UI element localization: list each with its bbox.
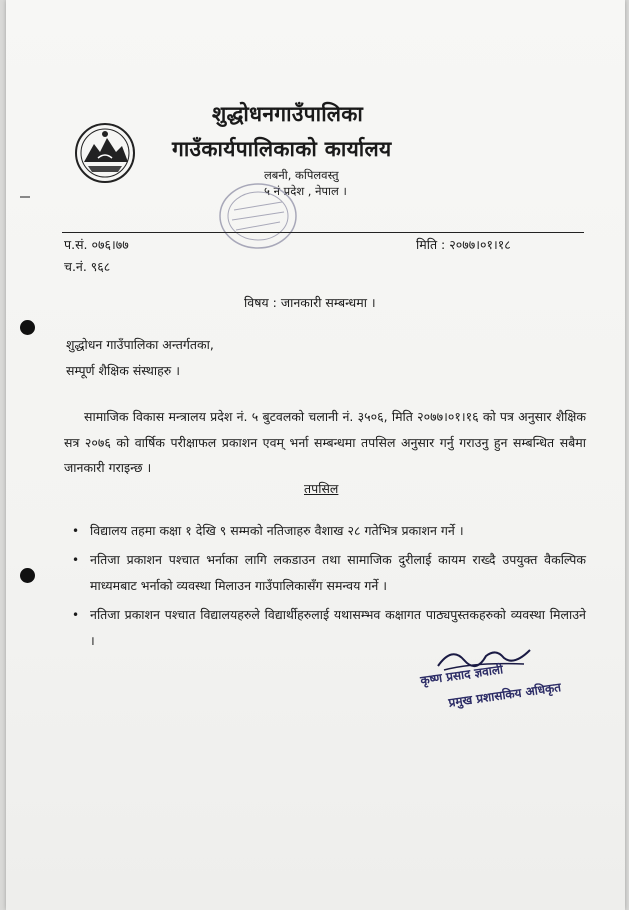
letter-page — [6, 0, 625, 910]
list-item-text: नतिजा प्रकाशन पश्चात विद्यालयहरुले विद्यार्थीहरुलाई यथासम्भव कक्षागत पाठ्यपुस्तकहरुको व्यवस्था मिलाउने । — [90, 607, 586, 648]
office-stamp-icon — [216, 180, 300, 252]
letter-date: मिति : २०७७।०१।१८ — [416, 237, 511, 252]
header-divider — [62, 232, 584, 233]
body-paragraph: सामाजिक विकास मन्त्रालय प्रदेश नं. ५ बुटवलको चलानी नं. ३५०६, मिति २०७७।०१।१६ को पत्र अनुसार शैक्षिक सत्र २०७६ को वार्षिक परीक्षाफल प्रकाशन एवम् भर्ना सम्बन्धमा तपसिल अनुसार गर्नु गराउनु हुन सम्बन्धित सबैमा जानकारी गराइन्छ । — [64, 409, 586, 475]
address-line-1: लबनी, कपिलवस्तु — [264, 168, 339, 182]
list-item-text: नतिजा प्रकाशन पश्चात भर्नाका लागि लकडाउन तथा सामाजिक दुरीलाई कायम राख्दै उपयुक्त वैकल्पिक माध्यमबाट भर्नाको व्यवस्था मिलाउन गाउँपालिकासँग समन्वय गर्ने । — [90, 552, 586, 593]
addressee-line-1: शुद्धोधन गाउँपालिका अन्तर्गतका, — [66, 337, 214, 352]
signatory-name: कृष्ण प्रसाद ज्ञवाली — [419, 662, 504, 688]
punch-hole-top — [20, 320, 35, 335]
subject-line: विषय : जानकारी सम्बन्धमा । — [244, 295, 376, 310]
bullet-marker: • — [72, 553, 80, 567]
details-list — [68, 518, 586, 657]
letterhead-title: शुद्धोधनगाउँपालिका — [212, 102, 364, 126]
signatory-title: प्रमुख प्रशासकिय अधिकृत — [447, 680, 562, 710]
margin-mark — [20, 196, 30, 198]
addressee-line-2: सम्पूर्ण शैक्षिक संस्थाहरु । — [66, 363, 180, 378]
list-item-text: विद्यालय तहमा कक्षा १ देखि ९ सम्मको नतिजाहरु वैशाख २८ गतेभित्र प्रकाशन गर्ने । — [90, 523, 464, 538]
details-heading: तपसिल — [304, 481, 339, 496]
list-item — [68, 547, 586, 599]
bullet-marker: • — [72, 608, 80, 622]
reference-number: प.सं. ०७६।७७ — [64, 237, 129, 252]
address-line-2: ५ नं प्रदेश , नेपाल । — [264, 184, 347, 198]
dispatch-number: च.नं. ९६८ — [64, 259, 111, 274]
list-item — [68, 518, 586, 544]
nepal-emblem-icon — [74, 122, 136, 184]
punch-hole-bottom — [20, 568, 35, 583]
letterhead-subtitle: गाउँकार्यपालिकाको कार्यालय — [172, 137, 392, 161]
bullet-marker: • — [72, 524, 80, 538]
